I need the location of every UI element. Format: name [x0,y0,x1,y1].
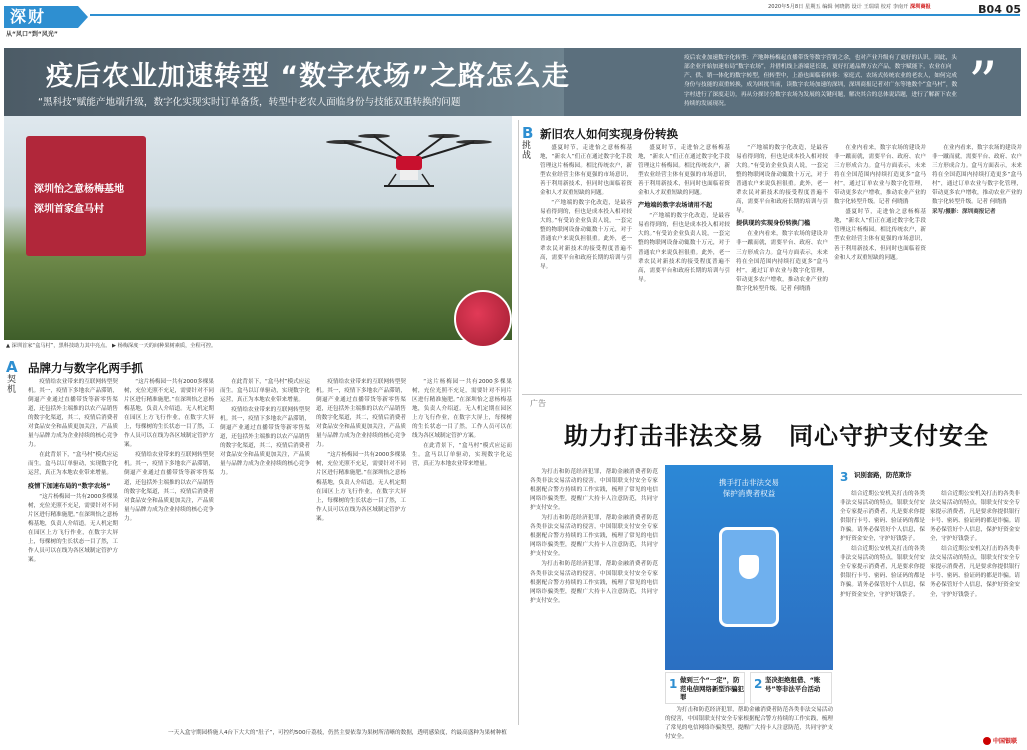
paragraph: 结合近期公安机关打击的各类非法交易活动的特点，银联支付安全专家提示消费者，凡是要求你提供银行卡号、密码、验证码的都是诈骗。请务必保管好个人信息，保护好资金安全，守护好钱袋子。 [930,491,1020,543]
photo-caption: ▲ 深圳首家“盒马村”，黑科技助力其中亮点。 ▶ 杨梅深度一天的间种果树素质，全程可控。 [6,343,217,349]
paragraph: 结合近期公安机关打击的各类非法交易活动的特点，银联支付安全专家提示消费者，凡是要求你提供银行卡号、密码、验证码的都是诈骗。请务必保管好个人信息，保护好资金安全，守护好钱袋子。 [840,491,925,543]
section-b-column-1 [540,144,632,392]
paragraph: “这片杨梅园一共有2000多棵果树，充位光照不充足，需要针对不同片区进行精准施肥。”在深圳怡之意杨梅基地，负责人介绍道。无人机定期在园区上方飞行作业，在数字大屏上，每棵树的生长状态一目了然，工作人员可以在线为各区域制定管护方案。 [412,379,512,440]
paragraph: 在此背景下，“盒马村”模式应运而生。盒马以订单驱动，实现数字化运营，真正为本地农业带来增量。 [412,443,512,468]
sign-text-line2: 深圳首家盒马村 [34,204,104,215]
date-line: 2020年5月8日 星期五 编辑 何晓鹃 设计 王瑞瑞 校对 李南开 深圳商报 [768,4,931,10]
section-a-column-3 [220,378,310,724]
section-b-letter: B [522,124,534,142]
paragraph: 疫情给农业带来的互联网转型契机。其一，疫情下多地农产品滞销，倒逼产业通过直播带货等新零售渠道，还包括外主端推的以农产品销售的数字化渠道，其二，疫情后消费者对食品安全和品质更加关注，产品质量与品牌力成为企业持续的核心竞争力。 [220,407,310,477]
drone-icon [324,128,494,198]
page-header [0,0,1027,44]
section-a-column-5 [412,378,512,724]
ad-column-right-1 [840,490,925,726]
section-b-column-4 [834,144,926,392]
farm-sign [26,136,146,256]
logo-arrow-shape [78,6,88,28]
ad-illustration [665,465,833,670]
paragraph: 结合近期公安机关打击的各类非法交易活动的特点，银联支付安全专家提示消费者，凡是要求你提供银行卡号、密码、验证码的都是诈骗。请务必保管好个人信息，保护好资金安全，守护好钱袋子。 [840,546,925,598]
section-a-letter: A [6,358,18,376]
paragraph: 为打击和防范经济犯罪，帮助金融消费者防范各类非法交易活动的侵害，中国银联支付安全专家根据配合警方持续的工作实践，梳理了常见的电信网络诈骗类型，提醒广大持卡人注意防范，共同守护支付安全。 [530,469,658,512]
section-a-column-4 [316,378,406,724]
sub-headline: “黑科技”赋能产地端升级，数字化实现实时订单备货，转型中老农人面临身份与技能双重转换的问题 [38,97,461,108]
section-b-label: 挑战 [522,141,532,161]
ad-column-right-2 [930,490,1020,716]
paragraph: 为打击和防范经济犯罪，帮助金融消费者防范各类非法交易活动的侵害，中国银联支付安全专家根据配合警方持续的工作实践，梳理了常见的电信网络诈骗类型，提醒广大持卡人注意防范，共同守护支付安全。 [530,561,658,604]
ad-panel-text: 携手打击非法交易 保护消费者权益 [719,478,779,499]
section-a-title: 品牌力与数字化两手抓 [28,361,143,375]
ad-column-middle [665,706,833,741]
section-a-column-1 [28,378,118,724]
main-headline: 疫后农业加速转型 “数字农场”之路怎么走 [46,61,570,92]
subheading: 疫情下加速布局的“数字农场” [28,482,111,490]
subheading: 提供现的实现身份转换门槛 [736,220,811,228]
sign-text-line1: 深圳怡之意杨梅基地 [34,184,124,195]
unionpay-logo-icon [983,737,991,745]
paragraph: 在业内看来，数字农场的建设并非一蹴而就，需要平台、政府、农户三方形成合力。盒马方面表示，未来将在全国范围内持续打造更多“盒马村”，通过订单农业与数字化管理，带动更多农户增收，推动农业产业的数字化转型升级。记者 何晓鹃 [834,145,926,206]
paragraph: 盛夏时节，走进怡之意杨梅基地，“新农人”们正在通过数字化手段管理这片杨梅园。相比传统农户，新型农业经营主体有更强的市场意识，善于利用新技术，但同时也面临着资金和人才双重短缺的问题。 [834,209,926,261]
section-b-column-2 [638,144,730,392]
column-divider [518,120,519,725]
paragraph: 盛夏时节，走进怡之意杨梅基地，“新农人”们正在通过数字化手段管理这片杨梅园。相比传统农户，新型农业经营主体有更强的市场意识，善于利用新技术，但同时也面临着资金和人才双重短缺的问题。 [540,145,632,197]
paragraph: 结合近期公安机关打击的各类非法交易活动的特点，银联支付安全专家提示消费者，凡是要求你提供银行卡号、密码、验证码的都是诈骗。请务必保管好个人信息，保护好资金安全，守护好钱袋子。 [930,546,1020,598]
paragraph: 疫情给农业带来的互联网转型契机。其一，疫情下多地农产品滞销，倒逼产业通过直播带货等新零售渠道，还包括外主端推的以农产品销售的数字化渠道，其二，疫情后消费者对食品安全和品质更加关注，产品质量与品牌力成为企业持续的核心竞争力。 [316,379,406,449]
paragraph: “产地端的数字化改造，是最容易看得到的，但也是成本投入相对较大的。”有受访企业负责人说，一套完整的物联网设备动辄数十万元，对于普通农户来说负担很重。此外，老一辈农民对新技术的接受程度普遍不高，需要平台和政府长期的培训与引导。 [638,213,730,283]
card-number: 1 [669,677,678,691]
card-title: 做到三个“一定”，防范电信网络新型诈骗犯罪 [680,676,744,702]
paragraph: 为打击和防范经济犯罪，帮助金融消费者防范各类非法交易活动的侵害，中国银联支付安全专家根据配合警方持续的工作实践，梳理了常见的电信网络诈骗类型，提醒广大持卡人注意防范，共同守护支付安全。 [530,515,658,558]
paragraph: “这片杨梅园一共有2000多棵果树，充位光照不充足，需要针对不同片区进行精准施肥。”在深圳怡之意杨梅基地，负责人介绍道。无人机定期在园区上方飞行作业，在数字大屏上，每棵树的生长状态一目了然，工作人员可以在线为各区域制定管护方案。 [124,379,214,449]
card-number: 3 [840,470,849,484]
paper-flag: 深圳商报 [909,4,931,10]
page-number: B04 05 [978,3,1021,16]
bayberry-photo [454,290,512,348]
ad-headline: 助力打击非法交易 同心守护支付安全 [564,422,989,450]
header-rule [90,14,1020,16]
quote-mark-icon: ” [968,49,998,117]
paragraph: 疫情给农业带来的互联网转型契机。其一，疫情下多地农产品滞销，倒逼产业通过直播带货等新零售渠道，还包括外主端推的以农产品销售的数字化渠道，其二，疫情后消费者对食品安全和品质更加关注，产品质量与品牌力成为企业持续的核心竞争力。 [28,379,118,449]
section-logo: 深财 [4,6,78,28]
section-a-column-2 [124,378,214,724]
section-subtitle: 从“风口”到“风光” [6,31,58,38]
card-title: 坚决拒绝租借、“账号”等非法平台活动 [765,676,821,693]
paragraph: “这片杨梅园一共有2000多棵果树，充位光照不充足，需要针对不同片区进行精准施肥。”在深圳怡之意杨梅基地，负责人介绍道。无人机定期在园区上方飞行作业，在数字大屏上，每棵树的生长状态一目了然，工作人员可以在线为各区域制定管护方案。 [28,493,118,563]
lead-photo [4,116,512,340]
paragraph: “产地端的数字化改造，是最容易看得到的，但也是成本投入相对较大的。”有受访企业负责人说，一套完整的物联网设备动辄数十万元，对于普通农户来说负担很重。此外，老一辈农民对新技术的接受程度普遍不高，需要平台和政府长期的培训与引导。 [736,145,828,215]
paragraph: 在业内看来，数字农场的建设并非一蹴而就，需要平台、政府、农户三方形成合力。盒马方面表示，未来将在全国范围内持续打造更多“盒马村”，通过订单农业与数字化管理，带动更多农户增收，推动农业产业的数字化转型升级。记者 何晓鹃 [736,231,828,292]
paragraph: 为打击和防范经济犯罪，帮助金融消费者防范各类非法交易活动的侵害，中国银联支付安全专家根据配合警方持续的工作实践，梳理了常见的电信网络诈骗类型，提醒广大持卡人注意防范，共同守护支付安全。 [665,707,833,741]
section-a-label: 契机 [7,375,17,395]
section-b-title: 新旧农人如何实现身份转换 [540,127,678,141]
ad-card-1 [665,672,745,704]
byline: 采写/摄影：深圳商报记者 [932,209,996,216]
bank-logo: 中国银联 [983,737,1017,746]
section-rule [522,394,1022,395]
section-b-column-5 [932,144,1022,392]
paragraph: 在业内看来，数字农场的建设并非一蹴而就，需要平台、政府、农户三方形成合力。盒马方面表示，未来将在全国范围内持续打造更多“盒马村”，通过订单农业与数字化管理，带动更多农户增收，推动农业产业的数字化转型升级。记者 何晓鹃 [932,145,1022,206]
ad-column-left [530,468,658,726]
paragraph: “这片杨梅园一共有2000多棵果树，充位光照不充足，需要针对不同片区进行精准施肥。”在深圳怡之意杨梅基地，负责人介绍道。无人机定期在园区上方飞行作业，在数字大屏上，每棵树的生长状态一目了然，工作人员可以在线为各区域制定管护方案。 [316,452,406,522]
paragraph: 在此背景下，“盒马村”模式应运而生。盒马以订单驱动，实现数字化运营，真正为本地农业带来增量。 [28,452,118,477]
card-title: 识别套路，防范欺诈 [854,471,912,479]
paragraph: 在此背景下，“盒马村”模式应运而生。盒马以订单驱动，实现数字化运营，真正为本地农业带来增量。 [220,379,310,404]
lead-paragraph: 疫后农业加速数字化转型：产地种杨梅起直播带货等数字营销之余，也对产业升级有了更好的认识。因此，头部企业开始加速布局“数字农场”，并借机线上游端延长链，更好打通品牌万农产品，数字赋能下，农业在向产、供、销一体化的数字转型，但转型中，上游也面临着转移：家庭式、农场式传统农业的老农人，如何完成身份与技能的双重转换，成为困扰当前，读数字农场加速的深圳，深圳商报记者对广东等地数个“盒马村”，数字村进行了深度走访，再从分探讨分数字农场为发展的关键问题，解决其合的总体说话题，进行了解新下农业持续的发展现况。 [684,55,958,107]
paragraph: 疫情给农业带来的互联网转型契机。其一，疫情下多地农产品滞销，倒逼产业通过直播带货等新零售渠道，还包括外主端推的以农产品销售的数字化渠道，其二，疫情后消费者对食品安全和品质更加关注，产品质量与品牌力成为企业持续的核心竞争力。 [124,452,214,522]
paragraph: “产地端的数字化改造，是最容易看得到的，但也是成本投入相对较大的。”有受访企业负责人说，一套完整的物联网设备动辄数十万元，对于普通农户来说负担很重。此外，老一辈农民对新技术的接受程度普遍不高，需要平台和政府长期的培训与引导。 [540,200,632,270]
shield-icon [739,555,759,579]
headline-banner [4,48,1021,116]
paragraph: 盛夏时节，走进怡之意杨梅基地，“新农人”们正在通过数字化手段管理这片杨梅园。相比传统农户，新型农业经营主体有更强的市场意识，善于利用新技术，但同时也面临着资金和人才双重短缺的问题。 [638,145,730,197]
section-b-column-3 [736,144,828,392]
ad-card-2 [750,672,832,704]
ad-card-3 [840,468,1020,488]
footer-line: 一天入盒守期园桥施人4台下大大的“肚子”，可控约500斤荔枝，仍然主要依靠为果树所清晰的数据，透明感染度，约最高盛种为果树种植 [168,730,507,736]
card-number: 2 [754,677,763,691]
subheading: 产地端的数字农场请用不起 [638,202,713,210]
ad-tag: 广告 [530,399,546,408]
